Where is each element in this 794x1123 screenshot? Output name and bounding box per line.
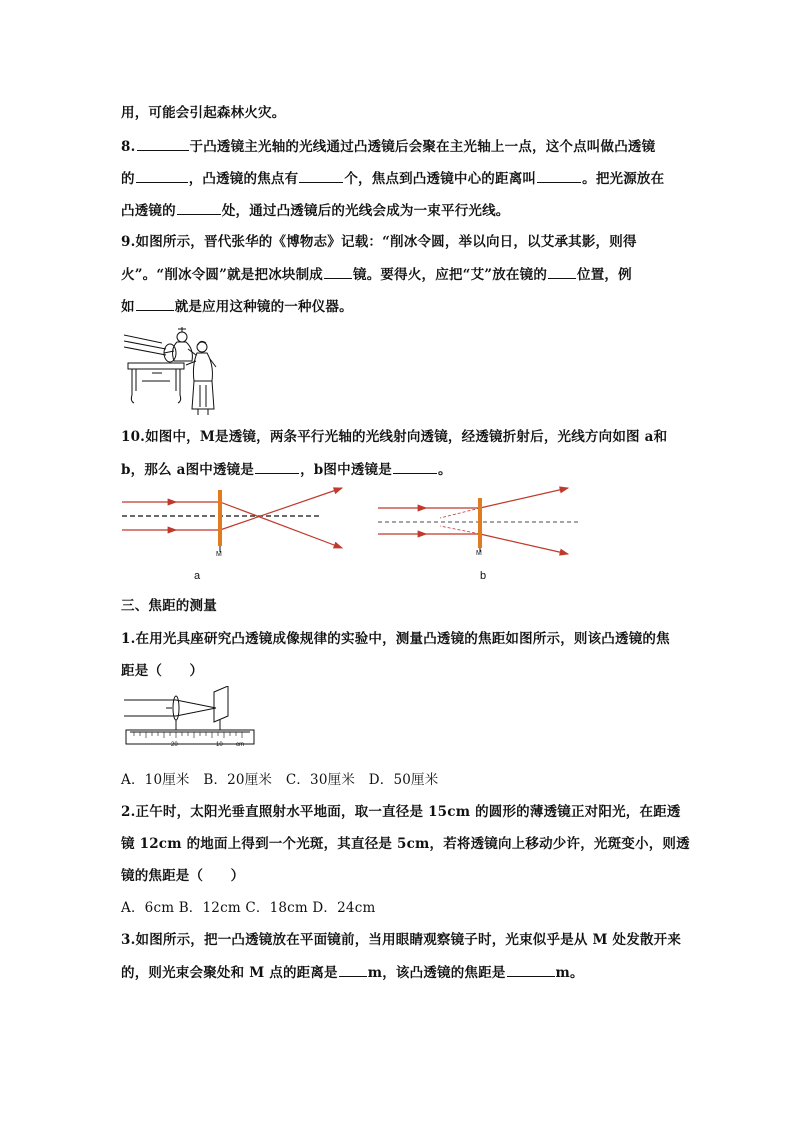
ruler-mark-10: 10 bbox=[216, 742, 223, 748]
figure-a-caption: a bbox=[194, 570, 201, 582]
q9-line-1: 9.如图所示，晋代张华的《博物志》记载：“削冰令圆，举以向日，以艾承其影，则得 bbox=[121, 234, 637, 250]
answer-blank[interactable] bbox=[177, 201, 221, 215]
q10-line-2: b，那么 a图中透镜是 ，b图中透镜是 。 bbox=[121, 462, 452, 478]
figure-b-caption: b bbox=[480, 570, 487, 582]
answer-blank[interactable] bbox=[537, 169, 581, 183]
answer-blank[interactable] bbox=[507, 963, 555, 977]
answer-blank[interactable] bbox=[255, 460, 299, 474]
q9-line-2: 火”。“削冰令圆”就是把冰块制成 镜。要得火，应把“艾”放在镜的 位置，例 bbox=[121, 267, 632, 283]
ruler-unit: cm bbox=[236, 742, 244, 748]
s3q1-line-1: 1.在用光具座研究凸透镜成像规律的实验中，测量凸透镜的焦距如图所示，则该凸透镜的焦 bbox=[121, 631, 670, 647]
paragraph-top: 用，可能会引起森林火灾。 bbox=[121, 105, 286, 121]
s3q1-line-2: 距是（ ） bbox=[121, 663, 204, 679]
s3q3-line-2: 的，则光束会聚处和 M 点的距离是 m，该凸透镜的焦距是 m。 bbox=[121, 965, 584, 981]
answer-blank[interactable] bbox=[136, 169, 188, 183]
figure-b-diverging-lens bbox=[376, 484, 584, 556]
answer-blank[interactable] bbox=[137, 137, 189, 151]
s3q2-line-1: 2.正午时，太阳光垂直照射水平地面，取一直径是 15cm 的圆形的薄透镜正对阳光，在距透 bbox=[121, 804, 681, 820]
q9-line-3: 如 就是应用这种镜的一种仪器。 bbox=[121, 299, 353, 315]
q10-line-1: 10.如图中，M是透镜，两条平行光轴的光线射向透镜，经透镜折射后，光线方向如图 a和 bbox=[121, 429, 668, 445]
ancient-fire-making-illustration bbox=[122, 325, 238, 417]
ruler-mark-20: 20 bbox=[171, 742, 178, 748]
answer-blank[interactable] bbox=[324, 265, 352, 279]
q8-line-2: 的 ，凸透镜的焦点有 个，焦点到凸透镜中心的距离叫 。把光源放在 bbox=[121, 171, 665, 187]
lens-label-b: M bbox=[476, 550, 482, 557]
s3q2-line-2: 镜 12cm 的地面上得到一个光斑，其直径是 5cm，若将透镜向上移动少许，光斑变小，则透 bbox=[121, 836, 690, 852]
answer-blank[interactable] bbox=[393, 460, 437, 474]
q8-line-3: 凸透镜的 处，通过凸透镜后的光线会成为一束平行光线。 bbox=[121, 203, 510, 219]
q8-line-1: 8. 于凸透镜主光轴的光线通过凸透镜后会聚在主光轴上一点，这个点叫做凸透镜 bbox=[121, 139, 656, 155]
s3q2-options: A．6cm B．12cm C．18cm D．24cm bbox=[121, 900, 376, 916]
s3q2-line-3: 镜的焦距是（ ） bbox=[121, 868, 245, 884]
lens-label-a: M bbox=[216, 551, 222, 558]
answer-blank[interactable] bbox=[299, 169, 343, 183]
s3q1-options: A．10厘米 B．20厘米 C．30厘米 D．50厘米 bbox=[121, 772, 439, 788]
answer-blank[interactable] bbox=[136, 297, 174, 311]
answer-blank[interactable] bbox=[548, 265, 576, 279]
section-title: 三、焦距的测量 bbox=[121, 598, 217, 614]
figure-a-converging-lens bbox=[120, 484, 352, 556]
s3q3-line-1: 3.如图所示，把一凸透镜放在平面镜前，当用眼睛观察镜子时，光束似乎是从 M 处发散开来 bbox=[121, 932, 682, 948]
answer-blank[interactable] bbox=[339, 963, 367, 977]
